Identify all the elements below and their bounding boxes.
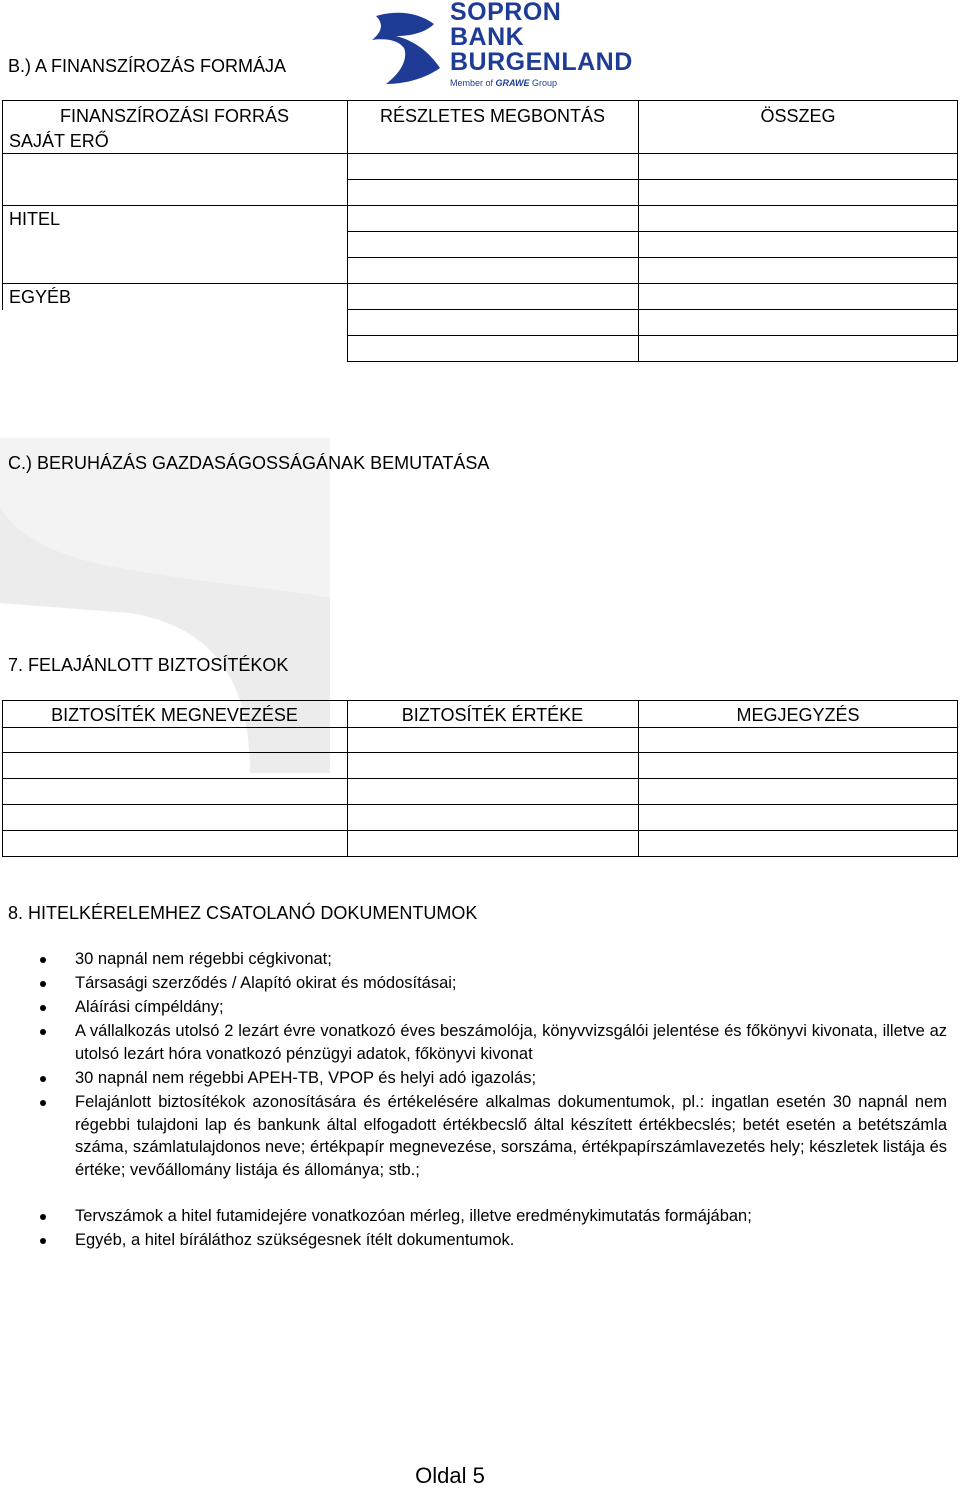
section-b-title: B.) A FINANSZÍROZÁS FORMÁJA bbox=[8, 56, 287, 76]
section-7-title: 7. FELAJÁNLOTT BIZTOSÍTÉKOK bbox=[8, 655, 289, 675]
row-label-other: EGYÉB bbox=[9, 287, 72, 307]
bullet-icon bbox=[40, 1238, 46, 1244]
section-c-title: C.) BERUHÁZÁS GAZDASÁGOSSÁGÁNAK BEMUTATÁSA bbox=[8, 453, 490, 473]
col-header-breakdown: RÉSZLETES MEGBONTÁS bbox=[379, 106, 606, 126]
bullet-icon bbox=[40, 1214, 46, 1220]
list-item: Aláírási címpéldány; bbox=[75, 998, 224, 1016]
col-header-collateral-name: BIZTOSÍTÉK MEGNEVEZÉSE bbox=[51, 705, 298, 725]
list-item: 30 napnál nem régebbi cégkivonat; bbox=[75, 950, 332, 968]
list-item: Tervszámok a hitel futamidejére vonatkozóan mérleg, illetve eredménykimutatás formájában; bbox=[75, 1207, 752, 1225]
row-label-own-funds: SAJÁT ERŐ bbox=[9, 131, 109, 151]
logo-tagline-brand: GRAWE bbox=[495, 78, 530, 88]
bullet-icon bbox=[40, 1076, 46, 1082]
bullet-icon bbox=[40, 1100, 46, 1106]
logo-tagline-prefix: Member of bbox=[450, 78, 496, 88]
logo-line-bank: BANK bbox=[450, 23, 525, 51]
col-header-collateral-value: BIZTOSÍTÉK ÉRTÉKE bbox=[401, 705, 584, 725]
bullet-icon bbox=[40, 957, 46, 963]
list-item: Egyéb, a hitel bíráláthoz szükségesnek ítélt dokumentumok. bbox=[75, 1231, 515, 1249]
section-8-title: 8. HITELKÉRELEMHEZ CSATOLANÓ DOKUMENTUMOK bbox=[8, 903, 478, 923]
col-header-remark: MEGJEGYZÉS bbox=[736, 705, 860, 725]
logo-line-burgenland: BURGENLAND bbox=[450, 48, 633, 76]
row-label-loan: HITEL bbox=[9, 209, 61, 229]
bullet-icon bbox=[40, 1029, 46, 1035]
list-item: A vállalkozás utolsó 2 lezárt évre vonatkozó éves beszámolója, könyvvizsgálói jelentése és főkönyvi kivonata, illetve az utolsó lezárt hóra vonatkozó pénzügyi adatok, főkönyvi kivonat bbox=[75, 1022, 947, 1063]
logo-tagline-suffix: Group bbox=[529, 78, 558, 88]
col-header-amount: ÖSSZEG bbox=[760, 106, 836, 126]
list-item: Társasági szerződés / Alapító okirat és módosításai; bbox=[75, 974, 457, 992]
page-number: Oldal 5 bbox=[415, 1463, 485, 1488]
bullet-icon bbox=[40, 981, 46, 987]
list-item: Felajánlott biztosítékok azonosítására és értékelésére alkalmas dokumentumok, pl.: ingatlan esetén 30 napnál nem régebbi tulajdoni lap és bankunk által elfogadott értékbecslő által készített értékbecslés; betét esetén a betétszámla száma, számlatulajdonos neve; értékpapír megnevezése, sorszáma, értékpapírszámlavezetés hely; készletek listája és értéke; vevőállomány listája és állománya; stb.; bbox=[75, 1093, 947, 1179]
logo-line-sopron: SOPRON bbox=[450, 0, 562, 26]
col-header-source: FINANSZÍROZÁSI FORRÁS bbox=[59, 106, 290, 126]
bullet-icon bbox=[40, 1005, 46, 1011]
list-item: 30 napnál nem régebbi APEH-TB, VPOP és helyi adó igazolás; bbox=[75, 1069, 537, 1087]
